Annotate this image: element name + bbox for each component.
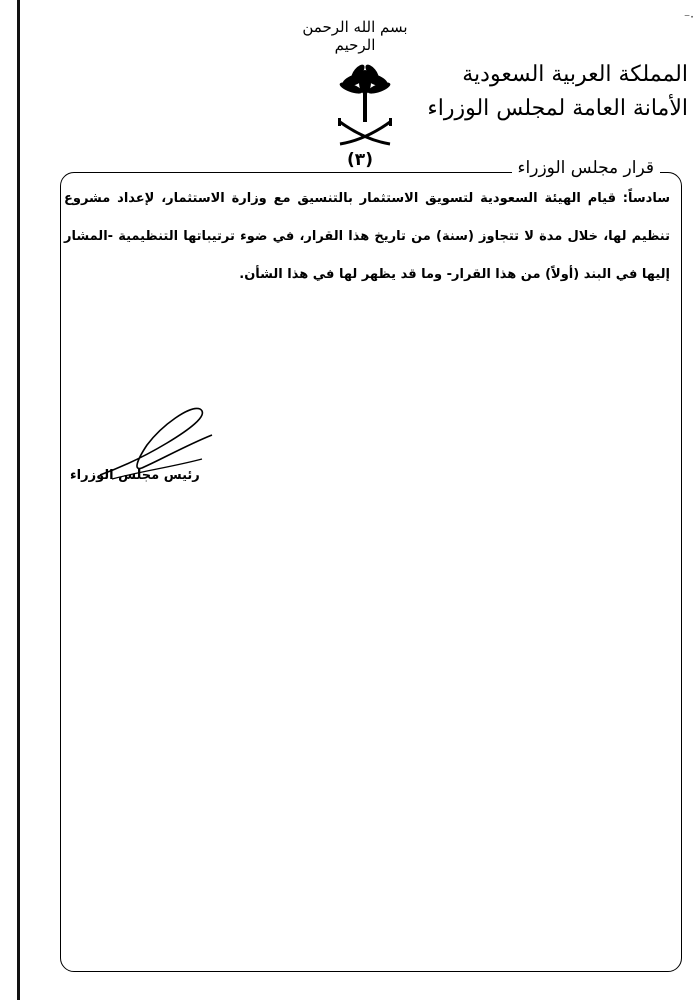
page-number: (٣)	[347, 150, 373, 170]
letterhead-line-kingdom: المملكة العربية السعودية	[462, 62, 688, 87]
decision-label: قرار مجلس الوزراء	[512, 158, 660, 178]
signer-title: رئيس مجلس الوزراء	[70, 468, 200, 483]
letterhead	[427, 58, 688, 126]
basmala-heading: بسم الله الرحمن الرحيم	[302, 18, 408, 54]
corner-mark: ⁻·	[683, 10, 694, 24]
letterhead-line-secretariat: الأمانة العامة لمجلس الوزراء	[427, 96, 688, 121]
left-margin-rule	[17, 0, 20, 1000]
saudi-emblem-icon	[330, 60, 400, 150]
decision-paragraph: سادساً: قيام الهيئة السعودية لتسويق الاستثمار بالتنسيق مع وزارة الاستثمار، لإعداد مشروع تنظيم لها، خلال مدة لا تتجاوز (سنة) من تاريخ هذا القرار، في ضوء ترتيباتها التنظيمية -المشار إليها في البند (أولاً) من هذا القرار- وما قد يظهر لها في هذا الشأن.	[64, 191, 670, 282]
